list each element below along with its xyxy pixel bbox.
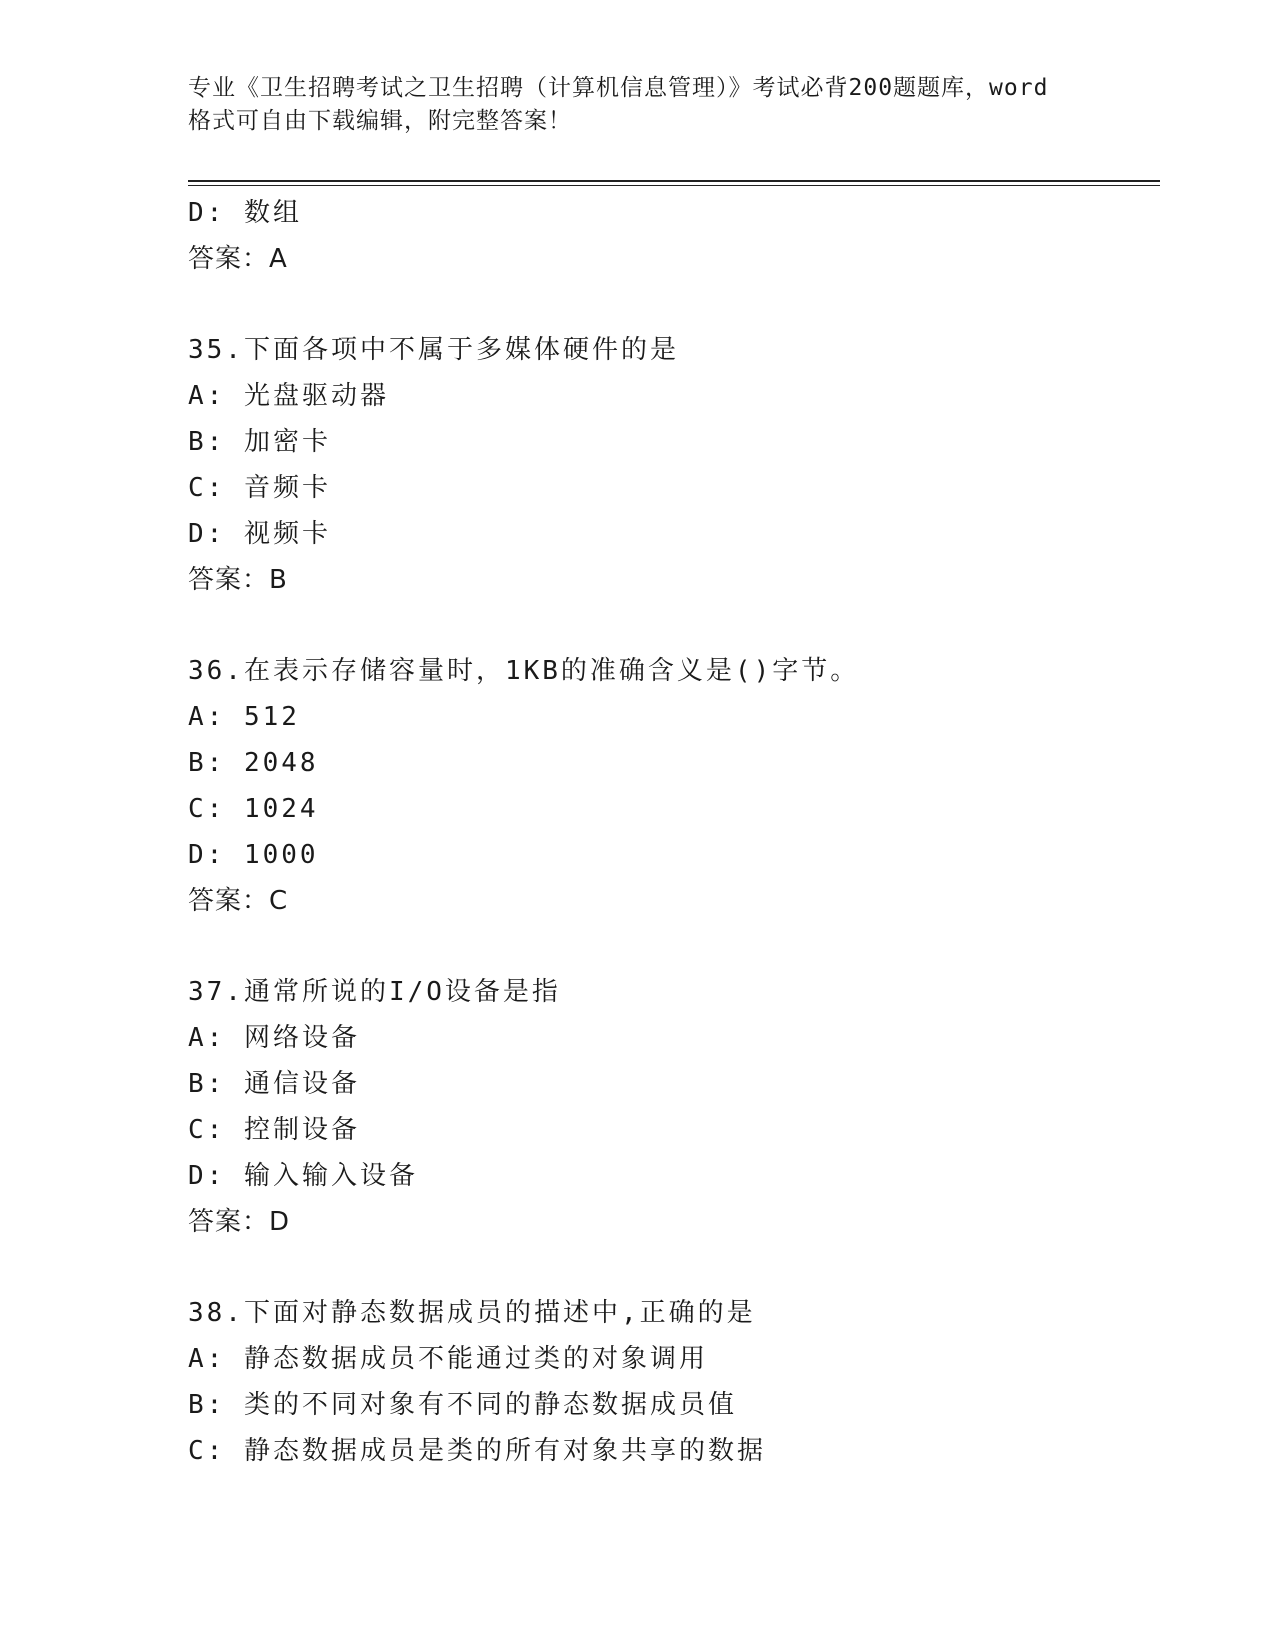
question-list (188, 190, 1148, 1474)
option-d: D: 输入输入设备 (188, 1161, 418, 1191)
header-line-1: 专业《卫生招聘考试之卫生招聘（计算机信息管理）》考试必背200题题库，word (188, 75, 1049, 101)
document-header (188, 72, 1088, 138)
option-c: C: 1024 (188, 794, 319, 824)
option-a: A: 网络设备 (188, 1023, 360, 1053)
header-divider-thick (188, 180, 1160, 182)
question-36 (188, 648, 1148, 924)
spacer (188, 1245, 1148, 1290)
option-d: D: 数组 (188, 198, 302, 228)
spacer (188, 282, 1148, 327)
option-b: B: 加密卡 (188, 427, 331, 457)
header-line-2: 格式可自由下载编辑，附完整答案！ (188, 108, 572, 134)
question-37 (188, 969, 1148, 1245)
option-d: D: 视频卡 (188, 519, 331, 549)
question-38 (188, 1290, 1148, 1474)
answer: 答案：D (188, 1207, 291, 1237)
option-c: C: 控制设备 (188, 1115, 360, 1145)
option-a: A: 512 (188, 702, 300, 732)
option-b: B: 通信设备 (188, 1069, 360, 1099)
option-c: C: 静态数据成员是类的所有对象共享的数据 (188, 1436, 766, 1466)
answer: 答案：C (188, 886, 289, 916)
question-stem: 35.下面各项中不属于多媒体硬件的是 (188, 335, 679, 365)
option-d: D: 1000 (188, 840, 319, 870)
spacer (188, 924, 1148, 969)
question-stem: 37.通常所说的I/O设备是指 (188, 977, 561, 1007)
option-b: B: 2048 (188, 748, 319, 778)
answer: 答案：A (188, 244, 288, 274)
question-stem: 36.在表示存储容量时，1KB的准确含义是()字节。 (188, 656, 860, 686)
question-stem: 38.下面对静态数据成员的描述中,正确的是 (188, 1298, 756, 1328)
option-a: A: 静态数据成员不能通过类的对象调用 (188, 1344, 708, 1374)
option-c: C: 音频卡 (188, 473, 331, 503)
header-divider-thin (188, 185, 1160, 186)
answer: 答案：B (188, 565, 288, 595)
question-35 (188, 327, 1148, 603)
option-a: A: 光盘驱动器 (188, 381, 389, 411)
option-b: B: 类的不同对象有不同的静态数据成员值 (188, 1390, 737, 1420)
spacer (188, 603, 1148, 648)
